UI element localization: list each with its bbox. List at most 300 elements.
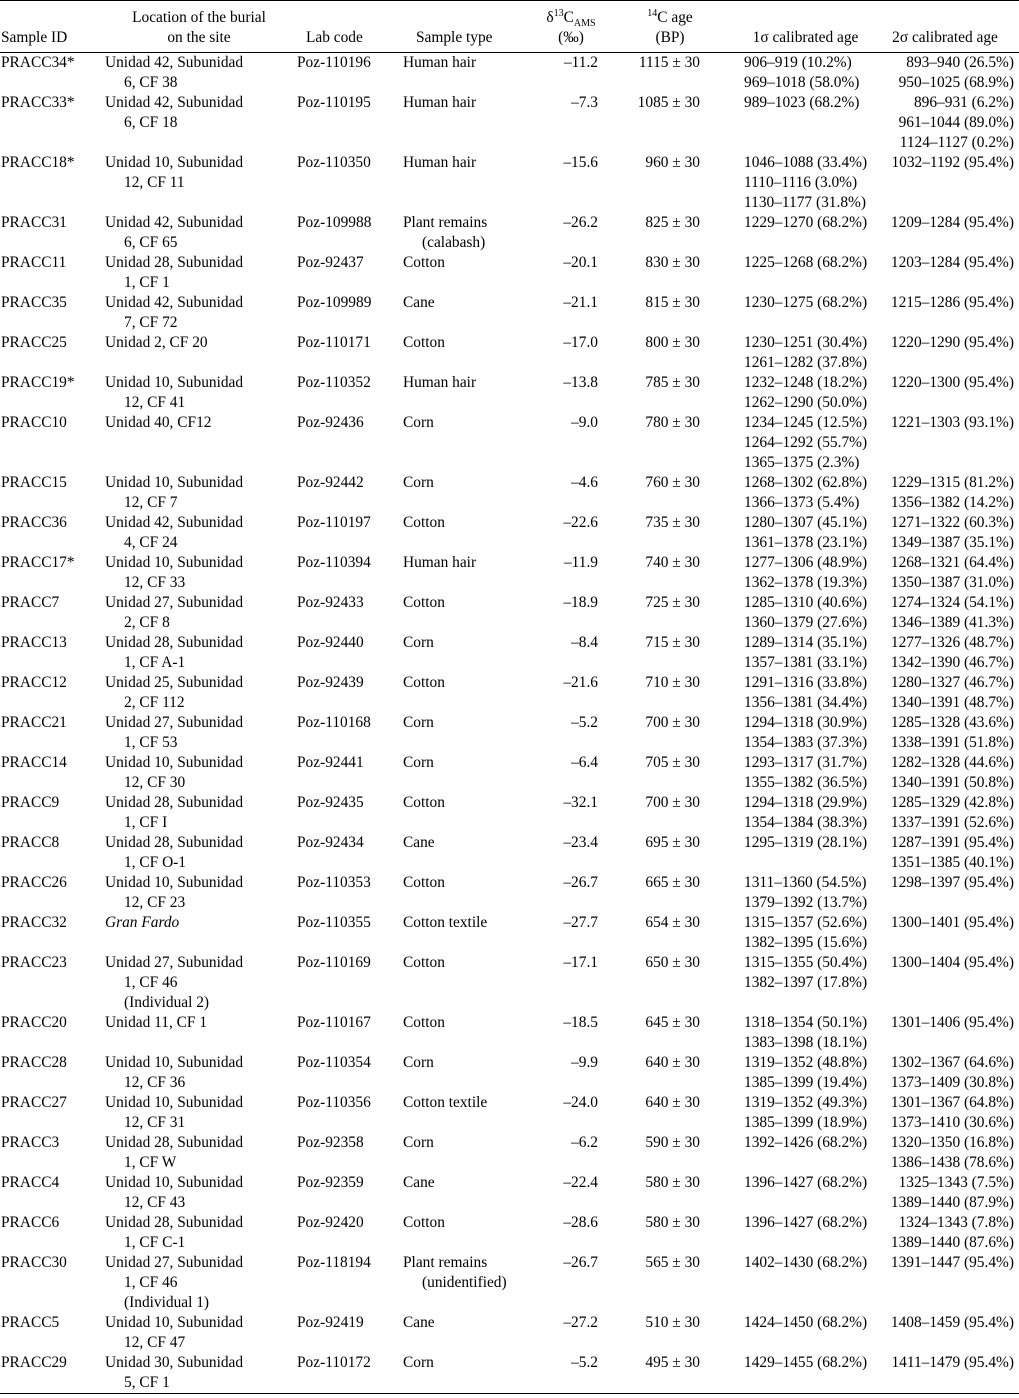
c14-age-value: 725 ± 30 (645, 594, 700, 611)
cell-c14-age (618, 1173, 722, 1213)
cell-lab-code (296, 633, 402, 673)
cell-sample-id (0, 53, 102, 94)
header-sample-type (402, 1, 524, 53)
cell-sample-type (402, 513, 524, 553)
c14-age-value: 580 ± 30 (645, 1174, 700, 1191)
cell-d13c (524, 1213, 618, 1253)
location-line: Unidad 27, Subunidad (105, 714, 244, 731)
cal-2sigma-range: 1287–1391 (95.4%) (890, 834, 1014, 851)
cell-c14-age (618, 153, 722, 213)
cal-2sigma-range: 1411–1479 (95.4%) (891, 1354, 1014, 1371)
sample-type-line: Human hair (403, 54, 477, 71)
cal-1sigma-range: 1385–1399 (19.4%) (744, 1074, 868, 1091)
cell-sample-type (402, 1133, 524, 1173)
cell-cal-1sigma (722, 793, 874, 833)
sample-type-line: Corn (403, 634, 434, 651)
cell-d13c (524, 953, 618, 1013)
cell-lab-code (296, 333, 402, 373)
cell-sample-id (0, 333, 102, 373)
cal-1sigma-range: 1280–1307 (45.1%) (744, 514, 868, 531)
cell-d13c (524, 833, 618, 873)
cell-location (102, 713, 296, 753)
cell-cal-2sigma (874, 213, 1019, 253)
d13c-value: –18.5 (563, 1014, 598, 1031)
table-row (0, 93, 1019, 153)
location-line: 12, CF 11 (124, 174, 185, 191)
cell-cal-1sigma (722, 633, 874, 673)
cal-1sigma-range: 1355–1382 (36.5%) (744, 774, 868, 791)
cal-2sigma-range: 896–931 (6.2%) (913, 94, 1014, 111)
cell-cal-2sigma (874, 473, 1019, 513)
cal-1sigma-range: 1360–1379 (27.6%) (744, 614, 868, 631)
header-lab-code (296, 1, 402, 53)
lab-code: Poz-92441 (297, 754, 364, 771)
cell-cal-1sigma (722, 513, 874, 553)
cell-cal-1sigma (722, 473, 874, 513)
cell-sample-id (0, 793, 102, 833)
cal-2sigma-range: 1285–1329 (42.8%) (890, 794, 1014, 811)
cal-2sigma-range: 1389–1440 (87.6%) (890, 1234, 1014, 1251)
cal-2sigma-range: 1300–1401 (95.4%) (890, 914, 1014, 931)
sample-id: PRACC10 (1, 414, 67, 431)
sample-id: PRACC35 (1, 294, 67, 311)
location-line: Unidad 10, Subunidad (105, 554, 244, 571)
table-row (0, 1173, 1019, 1213)
cell-cal-1sigma (722, 1053, 874, 1093)
location-line: 1, CF C-1 (124, 1234, 186, 1251)
cell-d13c (524, 293, 618, 333)
cell-sample-type (402, 793, 524, 833)
cell-sample-type (402, 373, 524, 413)
table-row (0, 793, 1019, 833)
lab-code: Poz-110169 (297, 954, 371, 971)
d13c-value: –18.9 (563, 594, 598, 611)
cal-2sigma-range: 1221–1303 (93.1%) (890, 414, 1014, 431)
cal-1sigma-range: 1361–1378 (23.1%) (744, 534, 868, 551)
table-row (0, 1093, 1019, 1133)
sample-type-line: Cotton (403, 954, 445, 971)
d13c-value: –32.1 (563, 794, 598, 811)
cell-cal-2sigma (874, 753, 1019, 793)
sample-id: PRACC25 (1, 334, 67, 351)
location-line: 1, CF 1 (124, 274, 170, 291)
header-c14-age (618, 1, 722, 53)
cell-d13c (524, 673, 618, 713)
cell-location (102, 1313, 296, 1353)
table-header (0, 1, 1019, 53)
table-row (0, 473, 1019, 513)
table-row (0, 1213, 1019, 1253)
c14-age-value: 654 ± 30 (645, 914, 700, 931)
cell-lab-code (296, 53, 402, 94)
cal-1sigma-range: 1264–1292 (55.7%) (744, 434, 868, 451)
cell-lab-code (296, 253, 402, 293)
d13c-value: –6.4 (571, 754, 598, 771)
c14-age-value: 695 ± 30 (645, 834, 700, 851)
sample-id: PRACC33* (1, 94, 75, 111)
lab-code: Poz-110350 (297, 154, 371, 171)
cell-lab-code (296, 413, 402, 473)
header-d13c-unit: (‰) (558, 29, 584, 46)
cell-location (102, 1353, 296, 1394)
cell-c14-age (618, 1013, 722, 1053)
location-line: Unidad 27, Subunidad (105, 594, 244, 611)
sample-type-line: Cane (403, 1314, 435, 1331)
cal-2sigma-range: 1340–1391 (50.8%) (890, 774, 1014, 791)
cal-2sigma-range: 1338–1391 (51.8%) (890, 734, 1014, 751)
cal-2sigma-range: 1373–1410 (30.6%) (890, 1114, 1014, 1131)
c14-age-value: 565 ± 30 (645, 1254, 700, 1271)
cell-sample-type (402, 873, 524, 913)
table-row (0, 553, 1019, 593)
sample-type-line: Plant remains (403, 1254, 488, 1271)
location-line: Unidad 42, Subunidad (105, 214, 244, 231)
location-line: 6, CF 18 (124, 114, 178, 131)
cal-2sigma-range: 1032–1192 (95.4%) (891, 154, 1014, 171)
sample-type-line: Corn (403, 1134, 434, 1151)
location-line: 12, CF 30 (124, 774, 186, 791)
cell-c14-age (618, 53, 722, 94)
cell-sample-id (0, 913, 102, 953)
cell-lab-code (296, 753, 402, 793)
cal-2sigma-range: 1282–1328 (44.6%) (890, 754, 1014, 771)
location-line: Unidad 10, Subunidad (105, 1094, 244, 1111)
cal-2sigma-range: 950–1025 (68.9%) (898, 74, 1014, 91)
cal-2sigma-range: 1268–1321 (64.4%) (890, 554, 1014, 571)
cell-location (102, 753, 296, 793)
cell-lab-code (296, 473, 402, 513)
cell-c14-age (618, 1253, 722, 1313)
cal-1sigma-range: 1366–1373 (5.4%) (744, 494, 860, 511)
cal-1sigma-range: 1294–1318 (29.9%) (744, 794, 868, 811)
sample-id: PRACC8 (1, 834, 60, 851)
cell-sample-id (0, 1213, 102, 1253)
cell-lab-code (296, 1053, 402, 1093)
cell-location (102, 873, 296, 913)
cell-sample-id (0, 1013, 102, 1053)
sample-type-line: Cotton (403, 794, 445, 811)
cell-cal-2sigma (874, 833, 1019, 873)
cal-2sigma-range: 1300–1404 (95.4%) (890, 954, 1014, 971)
cell-cal-1sigma (722, 1093, 874, 1133)
cell-sample-type (402, 633, 524, 673)
cell-cal-2sigma (874, 633, 1019, 673)
c14-age-value: 640 ± 30 (645, 1094, 700, 1111)
cal-1sigma-range: 1268–1302 (62.8%) (744, 474, 868, 491)
cell-location (102, 253, 296, 293)
cal-1sigma-range: 1362–1378 (19.3%) (744, 574, 868, 591)
header-c14-text: C age (657, 9, 693, 26)
cell-location (102, 93, 296, 153)
cell-d13c (524, 1173, 618, 1213)
cell-d13c (524, 1313, 618, 1353)
sample-type-line: Cotton (403, 674, 445, 691)
cal-1sigma-range: 1365–1375 (2.3%) (744, 454, 860, 471)
cell-cal-2sigma (874, 253, 1019, 293)
location-line: Unidad 42, Subunidad (105, 514, 244, 531)
lab-code: Poz-110355 (297, 914, 371, 931)
location-line: Unidad 10, Subunidad (105, 1174, 244, 1191)
cell-c14-age (618, 473, 722, 513)
cell-cal-2sigma (874, 513, 1019, 553)
c14-age-value: 1115 ± 30 (638, 54, 700, 71)
sample-type-line: Cotton (403, 1214, 445, 1231)
table-row (0, 373, 1019, 413)
table-row (0, 1353, 1019, 1394)
cell-d13c (524, 1013, 618, 1053)
cal-2sigma-range: 1320–1350 (16.8%) (890, 1134, 1014, 1151)
cell-sample-id (0, 1253, 102, 1313)
cal-2sigma-range: 1325–1343 (7.5%) (898, 1174, 1014, 1191)
lab-code: Poz-92419 (297, 1314, 364, 1331)
cal-1sigma-range: 1315–1357 (52.6%) (744, 914, 868, 931)
cell-cal-2sigma (874, 553, 1019, 593)
header-c14-unit: (BP) (655, 29, 685, 46)
cell-c14-age (618, 293, 722, 333)
cell-c14-age (618, 373, 722, 413)
cell-sample-type (402, 213, 524, 253)
cell-c14-age (618, 793, 722, 833)
cell-cal-1sigma (722, 93, 874, 153)
cell-sample-type (402, 593, 524, 633)
cell-sample-id (0, 253, 102, 293)
cell-sample-id (0, 1353, 102, 1394)
sample-type-line: Cotton (403, 334, 445, 351)
sample-type-line: (calabash) (422, 234, 486, 251)
c14-age-value: 800 ± 30 (645, 334, 700, 351)
cell-cal-1sigma (722, 1313, 874, 1353)
location-line: Unidad 28, Subunidad (105, 794, 244, 811)
cell-sample-id (0, 953, 102, 1013)
cell-c14-age (618, 413, 722, 473)
location-line: 1, CF 53 (124, 734, 178, 751)
sample-type-line: Cotton (403, 1014, 445, 1031)
cal-1sigma-range: 1392–1426 (68.2%) (744, 1134, 868, 1151)
table-row (0, 53, 1019, 94)
lab-code: Poz-110356 (297, 1094, 371, 1111)
d13c-value: –17.1 (563, 954, 598, 971)
lab-code: Poz-110353 (297, 874, 371, 891)
location-line: 5, CF 1 (124, 1374, 170, 1391)
sample-id: PRACC32 (1, 914, 67, 931)
location-line: 1, CF 46 (124, 974, 178, 991)
cell-cal-2sigma (874, 413, 1019, 473)
cal-1sigma-range: 1396–1427 (68.2%) (744, 1214, 868, 1231)
cal-1sigma-range: 1319–1352 (48.8%) (744, 1054, 868, 1071)
cell-cal-1sigma (722, 913, 874, 953)
c14-age-value: 580 ± 30 (645, 1214, 700, 1231)
cell-sample-type (402, 1093, 524, 1133)
cell-lab-code (296, 1313, 402, 1353)
cell-cal-1sigma (722, 873, 874, 913)
cell-cal-1sigma (722, 553, 874, 593)
d13c-value: –22.6 (563, 514, 598, 531)
cell-d13c (524, 873, 618, 913)
cell-sample-type (402, 1173, 524, 1213)
c14-age-value: 650 ± 30 (645, 954, 700, 971)
cell-sample-id (0, 473, 102, 513)
sample-id: PRACC28 (1, 1054, 67, 1071)
c14-age-value: 710 ± 30 (645, 674, 700, 691)
cell-sample-id (0, 1133, 102, 1173)
sample-type-line: Human hair (403, 554, 477, 571)
cal-1sigma-range: 1291–1316 (33.8%) (744, 674, 868, 691)
sample-id: PRACC15 (1, 474, 67, 491)
cell-cal-2sigma (874, 1353, 1019, 1394)
cal-1sigma-range: 1232–1248 (18.2%) (744, 374, 868, 391)
cell-c14-age (618, 1133, 722, 1173)
table-row (0, 753, 1019, 793)
cell-sample-id (0, 633, 102, 673)
cal-2sigma-range: 1351–1385 (40.1%) (890, 854, 1014, 871)
cell-cal-2sigma (874, 333, 1019, 373)
c14-age-value: 700 ± 30 (645, 714, 700, 731)
cal-2sigma-range: 1285–1328 (43.6%) (890, 714, 1014, 731)
cal-2sigma-range: 1302–1367 (64.6%) (890, 1054, 1014, 1071)
sample-type-line: Human hair (403, 374, 477, 391)
cell-cal-2sigma (874, 1313, 1019, 1353)
c14-age-value: 700 ± 30 (645, 794, 700, 811)
cal-2sigma-range: 1220–1290 (95.4%) (890, 334, 1014, 351)
cell-location (102, 833, 296, 873)
cal-1sigma-range: 1285–1310 (40.6%) (744, 594, 868, 611)
table-row (0, 153, 1019, 213)
cell-lab-code (296, 913, 402, 953)
cell-lab-code (296, 153, 402, 213)
cal-1sigma-range: 1424–1450 (68.2%) (744, 1314, 868, 1331)
cell-d13c (524, 373, 618, 413)
sample-type-line: Corn (403, 714, 434, 731)
sample-id: PRACC27 (1, 1094, 67, 1111)
cell-c14-age (618, 633, 722, 673)
sample-id: PRACC19* (1, 374, 75, 391)
sample-id: PRACC6 (1, 1214, 60, 1231)
cell-sample-type (402, 333, 524, 373)
cell-sample-id (0, 373, 102, 413)
lab-code: Poz-110394 (297, 554, 371, 571)
sample-id: PRACC34* (1, 54, 75, 71)
cal-2sigma-range: 1215–1286 (95.4%) (890, 294, 1014, 311)
sample-id: PRACC11 (1, 254, 67, 271)
c14-age-value: 665 ± 30 (645, 874, 700, 891)
location-line: 6, CF 38 (124, 74, 178, 91)
table-row (0, 293, 1019, 333)
cell-location (102, 293, 296, 333)
cell-c14-age (618, 913, 722, 953)
cal-2sigma-range: 1386–1438 (78.6%) (890, 1154, 1014, 1171)
cell-sample-type (402, 673, 524, 713)
d13c-value: –8.4 (571, 634, 598, 651)
cell-c14-age (618, 253, 722, 293)
cal-2sigma-range: 893–940 (26.5%) (906, 54, 1014, 71)
table-row (0, 633, 1019, 673)
sample-id: PRACC30 (1, 1254, 67, 1271)
sample-type-line: Corn (403, 1354, 434, 1371)
cell-sample-type (402, 53, 524, 94)
cell-location (102, 53, 296, 94)
cell-cal-1sigma (722, 293, 874, 333)
cal-2sigma-range: 1124–1127 (0.2%) (899, 134, 1014, 151)
cell-sample-type (402, 1313, 524, 1353)
cell-d13c (524, 53, 618, 94)
sample-id: PRACC7 (1, 594, 60, 611)
cell-sample-id (0, 873, 102, 913)
cell-c14-age (618, 753, 722, 793)
cell-lab-code (296, 1013, 402, 1053)
lab-code: Poz-92434 (297, 834, 364, 851)
location-line: Unidad 10, Subunidad (105, 1054, 244, 1071)
cell-cal-1sigma (722, 593, 874, 633)
lab-code: Poz-110167 (297, 1014, 371, 1031)
location-line: Unidad 42, Subunidad (105, 54, 244, 71)
cell-cal-2sigma (874, 1173, 1019, 1213)
cal-1sigma-range: 1318–1354 (50.1%) (744, 1014, 868, 1031)
lab-code: Poz-92420 (297, 1214, 364, 1231)
header-location-line1: Location of the burial (132, 9, 266, 26)
cell-lab-code (296, 373, 402, 413)
cell-location (102, 553, 296, 593)
cell-lab-code (296, 1093, 402, 1133)
cal-1sigma-range: 1429–1455 (68.2%) (744, 1354, 868, 1371)
sample-type-line: Corn (403, 414, 434, 431)
cell-sample-type (402, 1053, 524, 1093)
location-line: 6, CF 65 (124, 234, 178, 251)
cell-sample-type (402, 1213, 524, 1253)
sample-id: PRACC13 (1, 634, 67, 651)
cell-sample-type (402, 753, 524, 793)
cell-sample-id (0, 753, 102, 793)
d13c-value: –15.6 (563, 154, 598, 171)
location-line: Gran Fardo (105, 914, 180, 931)
cal-1sigma-range: 1293–1317 (31.7%) (744, 754, 868, 771)
cal-2sigma-range: 1342–1390 (46.7%) (890, 654, 1014, 671)
cell-d13c (524, 1353, 618, 1394)
sample-type-line: Cotton (403, 254, 445, 271)
sample-type-line: Cotton (403, 514, 445, 531)
cell-c14-age (618, 873, 722, 913)
cell-cal-2sigma (874, 1213, 1019, 1253)
cell-lab-code (296, 1253, 402, 1313)
cell-cal-2sigma (874, 53, 1019, 94)
d13c-value: –13.8 (563, 374, 598, 391)
table-row (0, 213, 1019, 253)
cell-d13c (524, 1093, 618, 1133)
location-line: Unidad 27, Subunidad (105, 954, 244, 971)
c14-age-value: 735 ± 30 (645, 514, 700, 531)
cell-cal-2sigma (874, 153, 1019, 213)
cell-location (102, 213, 296, 253)
sample-id: PRACC29 (1, 1354, 67, 1371)
cell-location (102, 373, 296, 413)
cell-sample-type (402, 413, 524, 473)
sample-type-line: Cane (403, 1174, 435, 1191)
sample-type-line: Cotton textile (403, 1094, 488, 1111)
cell-cal-2sigma (874, 673, 1019, 713)
cell-sample-id (0, 553, 102, 593)
header-c14-line1 (619, 8, 721, 28)
cal-2sigma-range: 1337–1391 (52.6%) (890, 814, 1014, 831)
location-line: Unidad 42, Subunidad (105, 294, 244, 311)
cell-lab-code (296, 553, 402, 593)
lab-code: Poz-110196 (297, 54, 371, 71)
c14-age-value: 740 ± 30 (645, 554, 700, 571)
cal-1sigma-range: 1354–1384 (38.3%) (744, 814, 868, 831)
header-cal-1sigma (722, 1, 874, 53)
header-c14-sup: 14 (647, 7, 658, 19)
cal-1sigma-range: 1130–1177 (31.8%) (744, 194, 866, 211)
lab-code: Poz-110171 (297, 334, 371, 351)
cell-location (102, 673, 296, 713)
